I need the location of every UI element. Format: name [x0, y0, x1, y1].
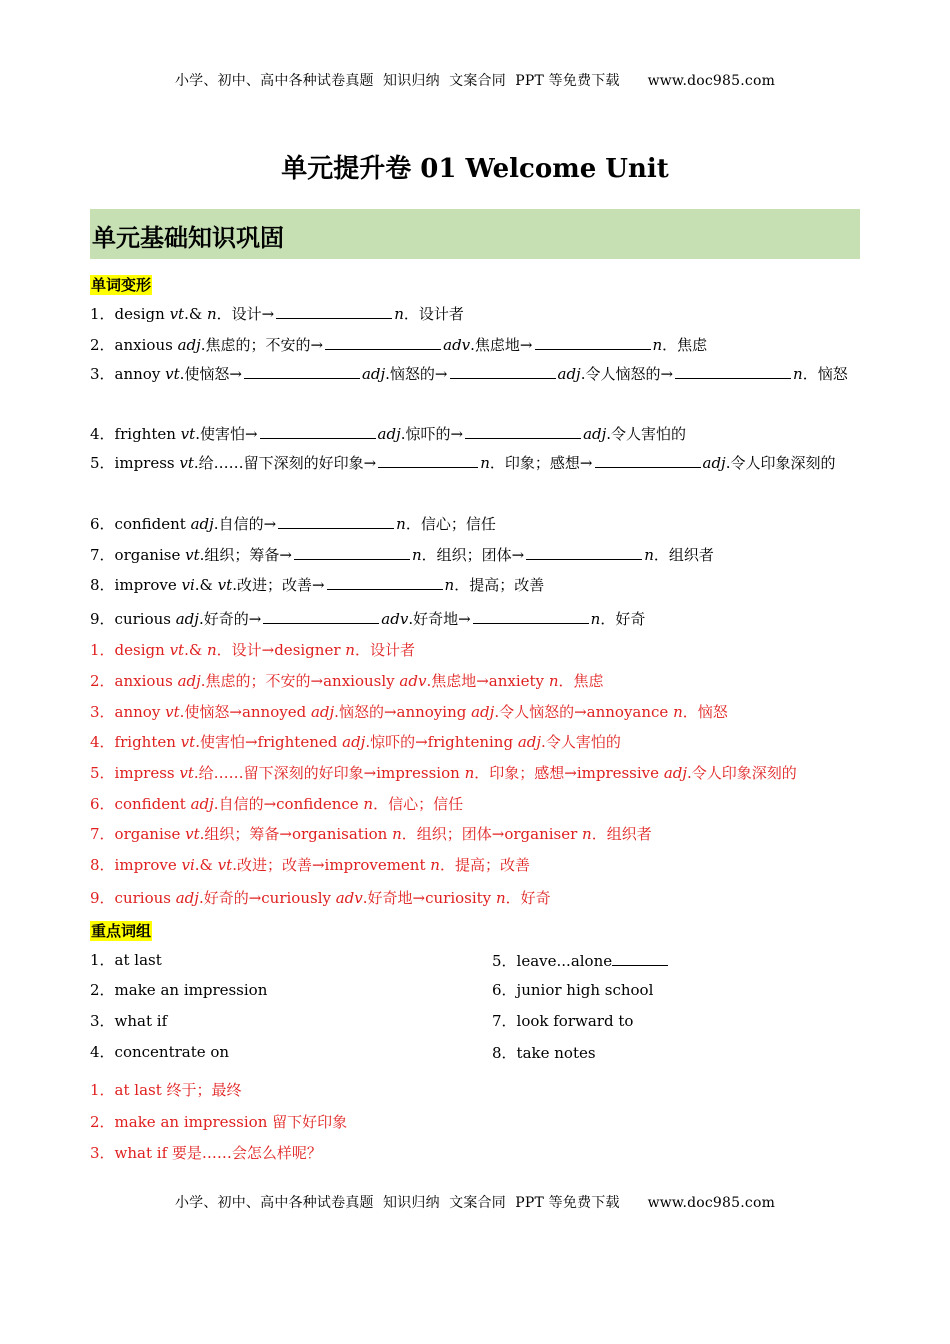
- answer-blank[interactable]: [526, 543, 642, 560]
- answer-blank[interactable]: [294, 543, 410, 560]
- phrase-answer-3: 3．what if 要是……会怎么样呢？: [90, 1144, 322, 1162]
- page-header: 小学、初中、高中各种试卷真题 知识归纳 文案合同 PPT 等免费下载 www.doc985.com: [174, 73, 776, 89]
- answer-blank[interactable]: [595, 451, 701, 468]
- exercise-line-1: 1．design vt.& n．设计→ n．设计者: [90, 302, 860, 325]
- answer-blank[interactable]: [278, 512, 394, 529]
- answer-line-8: 8．improve vi.& vt.改进；改善→improvement n．提高；改善: [90, 856, 530, 874]
- phrase-item-5: 5．leave...alone: [492, 949, 860, 972]
- answer-line-6: 6．confident adj.自信的→confidence n．信心；信任: [90, 795, 464, 813]
- answer-blank[interactable]: [450, 362, 556, 379]
- section-label-phrases: [90, 920, 860, 942]
- phrase-item-1: 1．at last: [90, 951, 162, 969]
- exercise-line-3: 3．annoy vt.使恼怒→ adj.恼怒的→ adj.令人恼怒的→ n．恼怒: [90, 360, 860, 389]
- answer-line-5: 5．impress vt.给……留下深刻的好印象→impression n．印象；感想→impressive adj.令人印象深刻的: [90, 764, 797, 782]
- document-title: 单元提升卷 01 Welcome Unit: [281, 154, 669, 184]
- answer-line-9: 9．curious adj.好奇的→curiously adv.好奇地→curiosity n．好奇: [90, 889, 551, 907]
- answer-blank[interactable]: [535, 333, 651, 350]
- exercise-line-7: 7．organise vt.组织；筹备→ n．组织；团体→ n．组织者: [90, 543, 860, 566]
- exercise-line-6: 6．confident adj.自信的→ n．信心；信任: [90, 512, 860, 535]
- phrase-item-6: 6．junior high school: [492, 981, 654, 999]
- answer-blank[interactable]: [244, 362, 360, 379]
- answer-line-7: 7．organise vt.组织；筹备→organisation n．组织；团体→organiser n．组织者: [90, 825, 652, 843]
- section-label: 重点词组: [91, 922, 152, 940]
- answer-blank[interactable]: [327, 573, 443, 590]
- exercise-line-9: 9．curious adj.好奇的→ adv.好奇地→ n．好奇: [90, 607, 860, 630]
- exercise-line-5: 5．impress vt.给……留下深刻的好印象→ n．印象；感想→ adj.令人印象深刻的: [90, 449, 860, 478]
- answer-blank[interactable]: [612, 949, 668, 966]
- exercise-line-4: 4．frighten vt.使害怕→ adj.惊吓的→ adj.令人害怕的: [90, 422, 860, 445]
- exercise-line-2: 2．anxious adj.焦虑的；不安的→ adv.焦虑地→ n．焦虑: [90, 333, 860, 356]
- phrase-item-8: 8．take notes: [492, 1044, 596, 1062]
- answer-blank[interactable]: [675, 362, 791, 379]
- phrase-item-7: 7．look forward to: [492, 1012, 634, 1030]
- answer-line-4: 4．frighten vt.使害怕→frightened adj.惊吓的→frightening adj.令人害怕的: [90, 733, 621, 751]
- phrase-item-3: 3．what if: [90, 1012, 168, 1030]
- phrase-answer-1: 1．at last 终于；最终: [90, 1081, 242, 1099]
- banner-text: 单元基础知识巩固: [92, 224, 284, 252]
- section-label-word-forms: [90, 274, 860, 296]
- answer-blank[interactable]: [276, 302, 392, 319]
- answer-blank[interactable]: [325, 333, 441, 350]
- page-footer: 小学、初中、高中各种试卷真题 知识归纳 文案合同 PPT 等免费下载 www.doc985.com: [174, 1195, 776, 1211]
- phrase-item-2: 2．make an impression: [90, 981, 268, 999]
- answer-blank[interactable]: [473, 607, 589, 624]
- answer-blank[interactable]: [263, 607, 379, 624]
- answer-line-2: 2．anxious adj.焦虑的；不安的→anxiously adv.焦虑地→anxiety n．焦虑: [90, 672, 604, 690]
- exercise-line-8: 8．improve vi.& vt.改进；改善→ n．提高；改善: [90, 573, 860, 596]
- answer-blank[interactable]: [378, 451, 478, 468]
- answer-blank[interactable]: [260, 422, 376, 439]
- section-label: 单词变形: [91, 276, 152, 294]
- phrase-item-4: 4．concentrate on: [90, 1043, 230, 1061]
- phrase-answer-2: 2．make an impression 留下好印象: [90, 1113, 348, 1131]
- answer-line-1: 1．design vt.& n．设计→designer n．设计者: [90, 641, 415, 659]
- section-banner: [90, 209, 860, 259]
- answer-blank[interactable]: [465, 422, 581, 439]
- answer-line-3: 3．annoy vt.使恼怒→annoyed adj.恼怒的→annoying adj.令人恼怒的→annoyance n．恼怒: [90, 703, 728, 721]
